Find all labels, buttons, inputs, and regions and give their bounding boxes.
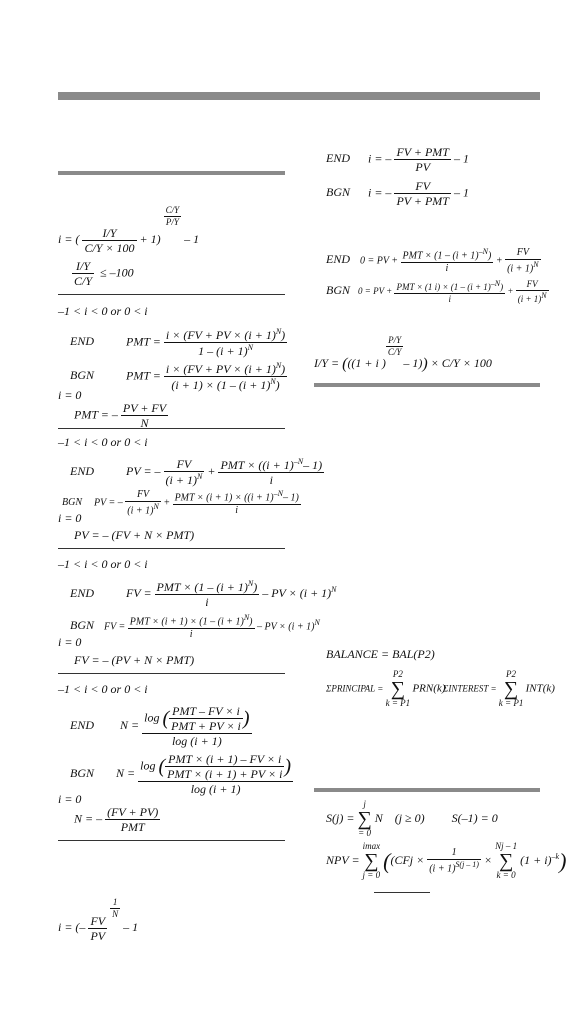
- rule: [58, 294, 285, 295]
- formula-iy-condition: $\frac{I/Y}{C/Y}$ ≤ –100: [74, 259, 134, 288]
- n-condition: –1 < i < 0 or 0 < i: [58, 682, 148, 696]
- formula-n-bgn: BGN N = log ( $\frac{\text{PMT × (i + 1) – FV × i}}{\text{PMT × (i + 1) + PV × i}}$ ) log (i + 1): [70, 752, 292, 796]
- formula-sum-principal: ΣPRINCIPAL = P2 ∑ k = P1 PRN(k): [326, 669, 446, 709]
- pv-condition: –1 < i < 0 or 0 < i: [58, 435, 148, 449]
- rule: [374, 892, 430, 893]
- pmt-i-zero: i = 0: [58, 388, 82, 402]
- formula-sum-interest: ΣINTEREST = P2 ∑ k = P1 INT(k): [443, 669, 555, 709]
- fv-i-zero: i = 0: [58, 635, 82, 649]
- formula-iy-from-i: I/Y = (((1 + i ) $\frac{P/Y}{C/Y}$ – 1)) × C/Y × 100: [314, 335, 492, 373]
- formula-pv-i0: PV = – (FV + N × PMT): [74, 528, 195, 542]
- formula-n-end: END N = log ( $\frac{\text{PMT – FV × i}}{\text{PMT + PV × i}}$ ) log (i + 1): [70, 704, 250, 748]
- formula-fv-end: END FV = $\frac{PMT \times (1 - (i + 1)^N)}{i}$ – PV × $(i + 1)^N$: [70, 579, 337, 609]
- formula-pv-end: END PV = – $\frac{FV}{(i + 1)^N}$ + $\frac{PMT \times ((i + 1)^{-N}- 1)}{i}$: [70, 457, 323, 487]
- header-bar: [58, 92, 540, 100]
- pv-i-zero: i = 0: [58, 511, 82, 525]
- formula-s-j: S(j) = j ∑ = 0 N (j ≥ 0) S(–1) = 0: [326, 799, 498, 839]
- formula-i-from-iy: i = ( $\frac{I/Y}{C/Y \times 100}$ + 1) $\frac{C/Y}{P/Y}$ – 1: [58, 205, 200, 255]
- formula-zero-end: END 0 = PV + $\frac{PMT \times (1 - (i + 1)^{-N})}{i}$ + $\frac{FV}{(i + 1)^N}$: [326, 247, 539, 275]
- rule: [58, 840, 285, 841]
- section-divider: [58, 171, 285, 175]
- formula-npv: NPV = imax ∑ j = 0 ((CFj × $\frac{1}{(i + 1)^{S(j - 1)}}$ × Nj – 1 ∑ k = 0 $(1 + i)^{-k}$): [326, 841, 567, 881]
- section-divider: [314, 383, 540, 387]
- formula-pmt-end: END PMT = $\frac{i \times (FV + PV \times (i + 1)^N)}{1 - (i + 1)^N}$: [70, 327, 286, 358]
- formula-fv-i0: FV = – (PV + N × PMT): [74, 653, 195, 667]
- formula-n-i0: N = – $\frac{(FV + PV)}{\text{PMT}}$: [74, 805, 159, 834]
- formula-i-bottom: i = (– $\frac{FV}{PV}$ $\frac{1}{N}$ – 1: [58, 897, 139, 943]
- section-divider: [314, 788, 540, 792]
- formula-fv-bgn: BGN FV = $\frac{PMT \times (i + 1) \times (1 - (i + 1)^N)}{i}$ – PV × $(i + 1)^N$: [70, 613, 320, 641]
- formula-zero-bgn: BGN 0 = PV + $\frac{\text{PMT × (1 i) × (1 – (i + 1)–N)}}{i}$ + $\frac{FV}{(i + 1)N}$: [326, 279, 547, 304]
- formula-i-end: END i = – $\frac{\text{FV + PMT}}{PV}$ – 1: [326, 145, 469, 174]
- formula-i-bgn: BGN i = – $\frac{FV}{\text{PV + PMT}}$ – 1: [326, 179, 469, 208]
- rule: [58, 548, 285, 549]
- formula-pmt-bgn: BGN PMT = $\frac{i \times (FV + PV \times (i + 1)^N)}{(i + 1) \times (1 - (i + 1)^N)}$: [70, 361, 286, 392]
- formula-pv-bgn: BGN PV = – $\frac{FV}{(i + 1)^N}$ + $\frac{PMT \times (i + 1) \times ((i + 1)^{-N}- 1)}{i}$: [62, 489, 299, 517]
- pmt-condition: –1 < i < 0 or 0 < i: [58, 304, 148, 318]
- n-i-zero: i = 0: [58, 792, 82, 806]
- fv-condition: –1 < i < 0 or 0 < i: [58, 557, 148, 571]
- formula-balance: BALANCE = BAL(P2): [326, 647, 435, 661]
- rule: [58, 673, 285, 674]
- formula-pmt-i0: PMT = – $\frac{PV + FV}{N}$: [74, 401, 167, 430]
